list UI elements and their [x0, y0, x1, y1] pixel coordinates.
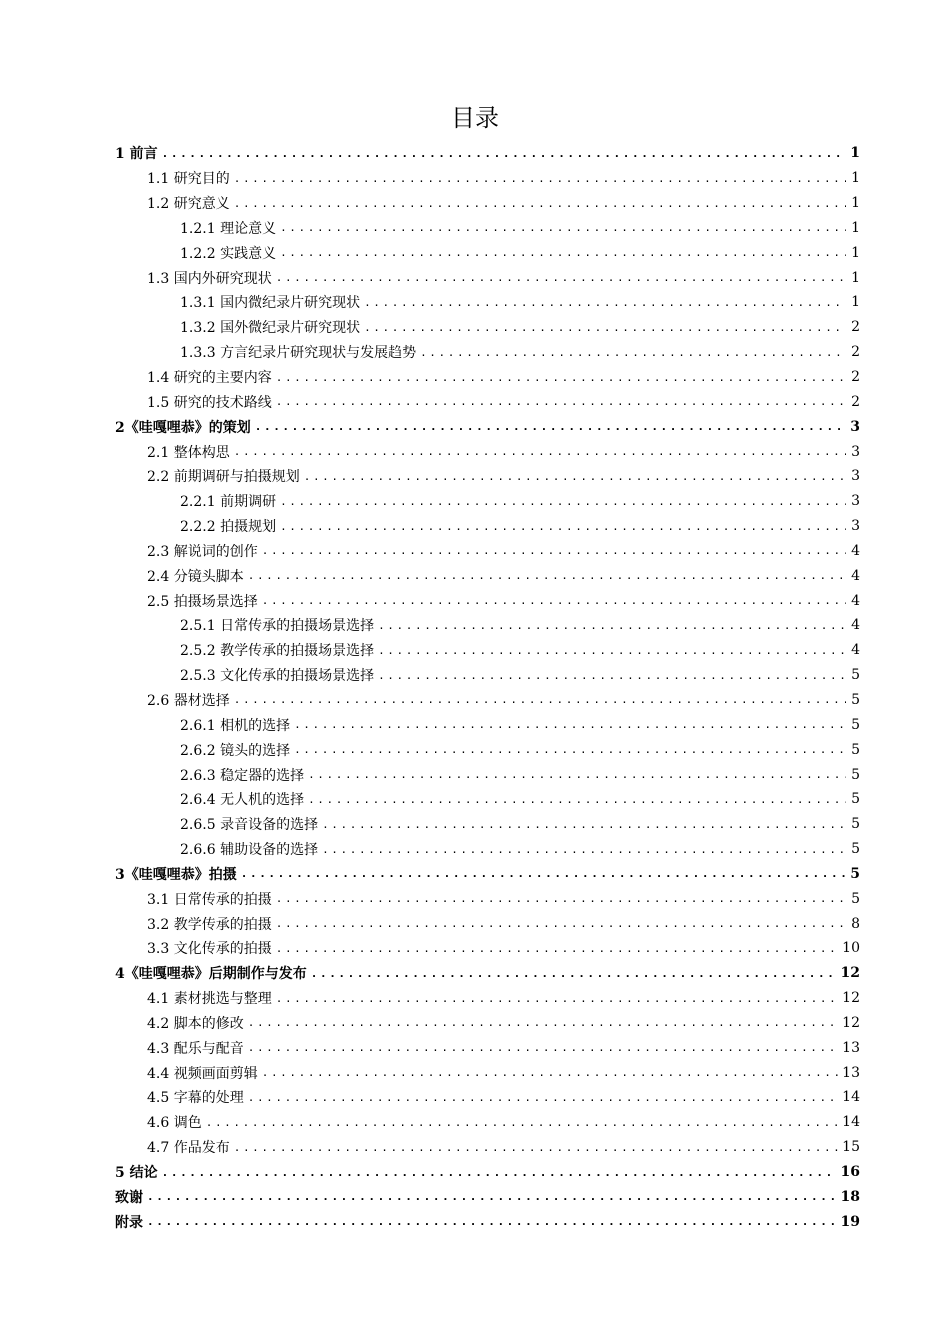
toc-page-number: 1 — [850, 145, 860, 162]
toc-dot-leader — [294, 744, 846, 755]
toc-entry-label: 2.6.3 稳定器的选择 — [180, 767, 305, 784]
toc-entry[interactable] — [0, 340, 950, 365]
toc-page-number: 4 — [851, 592, 860, 609]
toc-dot-leader — [147, 1216, 837, 1227]
toc-dot-leader — [276, 918, 846, 929]
toc-entry-label: 2.2.1 前期调研 — [180, 494, 277, 511]
toc-entry[interactable] — [0, 414, 950, 439]
toc-page-number: 13 — [842, 1039, 860, 1056]
toc-entry-label: 1.5 研究的技术路线 — [147, 394, 272, 411]
toc-entry-label: 5 结论 — [115, 1165, 158, 1182]
toc-entry-label: 4《哇嘎哩恭》后期制作与发布 — [115, 966, 307, 983]
toc-entry[interactable] — [0, 1011, 950, 1036]
toc-entry[interactable] — [0, 514, 950, 539]
toc-dot-leader — [280, 247, 846, 258]
toc-page-number: 2 — [851, 319, 860, 336]
toc-entry-label: 3.3 文化传承的拍摄 — [147, 941, 272, 958]
toc-dot-leader — [162, 1167, 837, 1178]
toc-entry[interactable] — [0, 986, 950, 1011]
toc-entry[interactable] — [0, 1184, 950, 1209]
toc-entry[interactable] — [0, 539, 950, 564]
toc-entry[interactable] — [0, 588, 950, 613]
toc-page-number: 5 — [851, 667, 860, 684]
toc-page-number: 12 — [842, 1014, 860, 1031]
toc-page-number: 1 — [851, 269, 860, 286]
toc-dot-leader — [311, 968, 837, 979]
toc-entry[interactable] — [0, 837, 950, 862]
toc-page-number: 12 — [840, 965, 860, 982]
toc-page-number: 5 — [850, 865, 860, 882]
toc-dot-leader — [294, 719, 846, 730]
toc-entry-label: 2.6.5 录音设备的选择 — [180, 817, 319, 834]
toc-entry[interactable] — [0, 439, 950, 464]
toc-page-number: 14 — [842, 1089, 860, 1106]
toc-dot-leader — [420, 347, 846, 358]
toc-entry[interactable] — [0, 1135, 950, 1160]
toc-dot-leader — [262, 1067, 838, 1078]
toc-page-number: 8 — [851, 915, 860, 932]
toc-page-number: 2 — [851, 344, 860, 361]
toc-page-number: 18 — [840, 1188, 860, 1205]
toc-entry[interactable] — [0, 613, 950, 638]
toc-dot-leader — [276, 993, 838, 1004]
toc-dot-leader — [280, 496, 846, 507]
toc-dot-leader — [378, 670, 846, 681]
toc-page-number: 1 — [851, 294, 860, 311]
toc-page-number: 1 — [851, 195, 860, 212]
toc-entry-label: 2.5.1 日常传承的拍摄场景选择 — [180, 618, 375, 635]
toc-dot-leader — [276, 893, 846, 904]
toc-entry[interactable] — [0, 365, 950, 390]
toc-entry-label: 4.1 素材挑选与整理 — [147, 991, 272, 1008]
toc-entry[interactable] — [0, 563, 950, 588]
toc-dot-leader — [280, 222, 846, 233]
toc-dot-leader — [378, 645, 846, 656]
toc-entry[interactable] — [0, 166, 950, 191]
toc-entry[interactable] — [0, 389, 950, 414]
toc-dot-leader — [234, 198, 846, 209]
toc-dot-leader — [364, 322, 846, 333]
toc-page-number: 1 — [851, 170, 860, 187]
toc-page-number: 4 — [851, 642, 860, 659]
toc-entry-label: 2.2 前期调研与拍摄规划 — [147, 469, 300, 486]
toc-entry[interactable] — [0, 911, 950, 936]
toc-entry-label: 3.2 教学传承的拍摄 — [147, 916, 272, 933]
toc-entry-label: 4.6 调色 — [147, 1115, 202, 1132]
toc-entry-label: 1.2.1 理论意义 — [180, 220, 277, 237]
toc-page-number: 5 — [851, 691, 860, 708]
toc-entry[interactable] — [0, 1060, 950, 1085]
toc-dot-leader — [248, 1042, 838, 1053]
toc-entry[interactable] — [0, 1110, 950, 1135]
toc-dot-leader — [255, 421, 846, 432]
toc-entry[interactable] — [0, 663, 950, 688]
toc-dot-leader — [248, 1092, 838, 1103]
toc-entry[interactable] — [0, 315, 950, 340]
toc-entry-label: 2.6.6 辅助设备的选择 — [180, 842, 319, 859]
toc-entry[interactable] — [0, 961, 950, 986]
toc-entry-label: 1.3.1 国内微纪录片研究现状 — [180, 295, 361, 312]
toc-dot-leader — [308, 769, 846, 780]
toc-dot-leader — [234, 173, 846, 184]
toc-entry-label: 2.6.1 相机的选择 — [180, 717, 291, 734]
toc-dot-leader — [206, 1117, 838, 1128]
toc-entry[interactable] — [0, 861, 950, 886]
toc-entry-label: 1.3 国内外研究现状 — [147, 270, 272, 287]
toc-entry-label: 4.5 字幕的处理 — [147, 1090, 244, 1107]
toc-entry-label: 2.1 整体构思 — [147, 444, 230, 461]
toc-entry-label: 3.1 日常传承的拍摄 — [147, 891, 272, 908]
toc-page-number: 3 — [851, 518, 860, 535]
toc-entry-label: 2《哇嘎哩恭》的策划 — [115, 419, 251, 436]
toc-entry[interactable] — [0, 216, 950, 241]
toc-entry-label: 2.5.3 文化传承的拍摄场景选择 — [180, 668, 375, 685]
toc-entry-label: 4.4 视频画面剪辑 — [147, 1065, 258, 1082]
toc-dot-leader — [241, 868, 846, 879]
toc-page-number: 5 — [851, 716, 860, 733]
toc-entry[interactable] — [0, 141, 950, 166]
toc-page-number: 3 — [851, 468, 860, 485]
toc-dot-leader — [262, 545, 846, 556]
toc-page-number: 5 — [851, 841, 860, 858]
toc-page-number: 2 — [851, 369, 860, 386]
toc-dot-leader — [322, 844, 846, 855]
toc-page-number: 4 — [851, 567, 860, 584]
toc-dot-leader — [276, 943, 838, 954]
toc-page-number: 4 — [851, 617, 860, 634]
toc-dot-leader — [276, 396, 846, 407]
toc-dot-leader — [262, 595, 846, 606]
toc-entry-label: 1.1 研究目的 — [147, 171, 230, 188]
toc-entry[interactable] — [0, 712, 950, 737]
toc-entry-label: 1 前言 — [115, 146, 158, 163]
toc-page-number: 5 — [851, 766, 860, 783]
toc-dot-leader — [276, 272, 846, 283]
toc-entry[interactable] — [0, 489, 950, 514]
toc-page-number: 14 — [842, 1114, 860, 1131]
toc-dot-leader — [248, 570, 846, 581]
toc-entry-label: 2.6 器材选择 — [147, 692, 230, 709]
toc-entry[interactable] — [0, 638, 950, 663]
toc-entry-label: 2.6.4 无人机的选择 — [180, 792, 305, 809]
toc-entry[interactable] — [0, 688, 950, 713]
toc-entry[interactable] — [0, 886, 950, 911]
toc-entry-label: 2.5.2 教学传承的拍摄场景选择 — [180, 643, 375, 660]
toc-dot-leader — [280, 521, 846, 532]
toc-page-number: 1 — [851, 219, 860, 236]
toc-dot-leader — [364, 297, 846, 308]
toc-entry[interactable] — [0, 737, 950, 762]
toc-entry-label: 1.4 研究的主要内容 — [147, 370, 272, 387]
toc-entry[interactable] — [0, 1209, 950, 1234]
toc-page-number: 2 — [851, 393, 860, 410]
toc-dot-leader — [308, 794, 846, 805]
toc-page-number: 5 — [851, 791, 860, 808]
toc-page-number: 3 — [851, 493, 860, 510]
toc-entry-label: 2.6.2 镜头的选择 — [180, 742, 291, 759]
toc-page-number: 1 — [851, 244, 860, 261]
toc-page-number: 12 — [842, 990, 860, 1007]
toc-entry-label: 2.4 分镜头脚本 — [147, 568, 244, 585]
toc-entry[interactable] — [0, 1035, 950, 1060]
toc-dot-leader — [378, 620, 846, 631]
toc-dot-leader — [234, 694, 846, 705]
toc-page-number: 3 — [851, 443, 860, 460]
toc-entry[interactable] — [0, 191, 950, 216]
toc-dot-leader — [276, 372, 846, 383]
toc-entry[interactable] — [0, 464, 950, 489]
toc-page-number: 5 — [851, 816, 860, 833]
toc-entry-label: 附录 — [115, 1214, 143, 1231]
toc-dot-leader — [234, 1142, 838, 1153]
toc-entry[interactable] — [0, 1085, 950, 1110]
toc-entry-label: 4.3 配乐与配音 — [147, 1040, 244, 1057]
toc-entry-label: 2.5 拍摄场景选择 — [147, 593, 258, 610]
toc-dot-leader — [162, 148, 846, 159]
toc-entry[interactable] — [0, 240, 950, 265]
toc-entry[interactable] — [0, 762, 950, 787]
toc-title: 目录 — [451, 104, 499, 132]
toc-entry-label: 1.3.2 国外微纪录片研究现状 — [180, 320, 361, 337]
toc-entry-label: 致谢 — [115, 1189, 143, 1206]
toc-entry-label: 2.2.2 拍摄规划 — [180, 519, 277, 536]
toc-entry-label: 1.3.3 方言纪录片研究现状与发展趋势 — [180, 345, 417, 362]
toc-page-number: 19 — [840, 1213, 860, 1230]
toc-page-number: 3 — [850, 418, 860, 435]
toc-entry[interactable] — [0, 936, 950, 961]
toc-page-number: 10 — [842, 940, 860, 957]
toc-entry-label: 4.2 脚本的修改 — [147, 1015, 244, 1032]
toc-entry[interactable] — [0, 265, 950, 290]
toc-dot-leader — [322, 819, 846, 830]
toc-dot-leader — [248, 1017, 838, 1028]
toc-dot-leader — [304, 471, 846, 482]
toc-entry[interactable] — [0, 787, 950, 812]
toc-entry-label: 1.2 研究意义 — [147, 196, 230, 213]
toc-dot-leader — [234, 446, 846, 457]
toc-entry[interactable] — [0, 1160, 950, 1185]
toc-entry[interactable] — [0, 812, 950, 837]
toc-page-number: 15 — [842, 1139, 860, 1156]
toc-entry-label: 4.7 作品发布 — [147, 1140, 230, 1157]
toc-page-number: 13 — [842, 1064, 860, 1081]
toc-dot-leader — [147, 1191, 837, 1202]
toc-page-number: 5 — [851, 741, 860, 758]
toc-entry-label: 1.2.2 实践意义 — [180, 245, 277, 262]
toc-entry-label: 2.3 解说词的创作 — [147, 543, 258, 560]
toc-page-number: 4 — [851, 542, 860, 559]
toc-entry-label: 3《哇嘎哩恭》拍摄 — [115, 866, 237, 883]
toc-entry[interactable] — [0, 290, 950, 315]
toc-page-number: 16 — [840, 1164, 860, 1181]
toc-page-number: 5 — [851, 890, 860, 907]
table-of-contents — [0, 141, 950, 1234]
